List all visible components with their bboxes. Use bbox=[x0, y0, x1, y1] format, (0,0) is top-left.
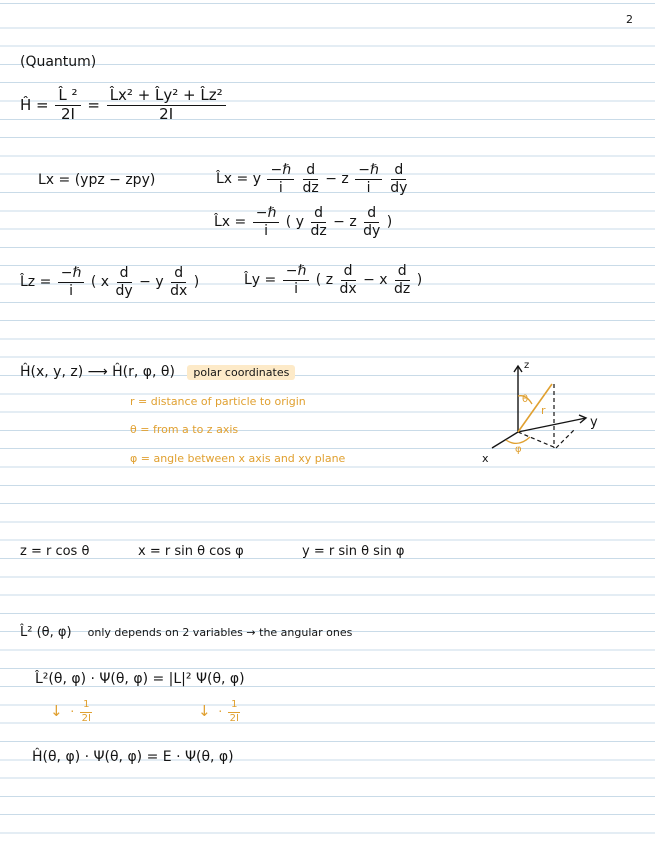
ly-const bbox=[283, 264, 310, 296]
lx2-d2-num: d bbox=[364, 206, 379, 223]
divide-note-2-num: 1 bbox=[228, 700, 240, 713]
lx2-deriv-1 bbox=[310, 206, 326, 238]
ly-c-den: i bbox=[294, 280, 298, 297]
down-arrow-icon: ↓ bbox=[50, 701, 63, 720]
lx1-c1-num: −ℏ bbox=[267, 163, 294, 180]
definition-r: r = distance of particle to origin bbox=[130, 395, 306, 408]
eigenvalue-equation: L̂²(θ, φ) · Ψ(θ, φ) = |L|² Ψ(θ, φ) bbox=[35, 671, 245, 687]
ly-close: ) bbox=[416, 272, 423, 289]
definition-theta: θ = from a to z axis bbox=[130, 423, 239, 436]
ly-operator bbox=[244, 264, 422, 296]
divide-note-2-den: 2I bbox=[229, 712, 239, 724]
lx1-d2-num: d bbox=[391, 163, 406, 180]
divide-note-2-dot: · bbox=[218, 704, 223, 719]
frac2-den: 2I bbox=[159, 104, 174, 123]
conversion-y: y = r sin θ sin φ bbox=[302, 544, 405, 559]
lz-d1-den: dy bbox=[115, 282, 133, 299]
ly-open: ( z bbox=[315, 272, 334, 289]
lx2-d1-num: d bbox=[311, 206, 326, 223]
ly-d1-num: d bbox=[341, 264, 356, 281]
conversion-z: z = r cos θ bbox=[20, 544, 90, 559]
lz-d1-num: d bbox=[117, 266, 132, 283]
spherical-coordinates-diagram bbox=[478, 356, 623, 466]
lx-operator-1 bbox=[216, 163, 409, 195]
lx1-const-2 bbox=[355, 163, 382, 195]
ly-d2-den: dz bbox=[394, 280, 411, 297]
lx1-d1-den: dz bbox=[302, 179, 319, 196]
lx2-d2-den: dy bbox=[363, 222, 381, 239]
coordinate-change-text: Ĥ(x, y, z) ⟶ Ĥ(r, φ, θ) bbox=[20, 364, 175, 380]
phi-label: φ bbox=[515, 444, 522, 455]
xy-projection bbox=[518, 432, 556, 448]
lx2-const bbox=[253, 206, 280, 238]
down-arrow-icon: ↓ bbox=[198, 701, 211, 720]
lz-d2-den: dx bbox=[170, 282, 188, 299]
divide-note-1 bbox=[50, 700, 94, 724]
schrodinger-equation: Ĥ(θ, φ) · Ψ(θ, φ) = E · Ψ(θ, φ) bbox=[32, 749, 234, 765]
lx2-deriv-2 bbox=[363, 206, 380, 238]
theta-label: θ bbox=[522, 394, 529, 405]
lx-classical: Lx = (ypz − zpy) bbox=[38, 172, 156, 188]
hamiltonian-eq: = bbox=[87, 95, 100, 114]
y-axis bbox=[518, 418, 586, 432]
divide-note-2 bbox=[198, 700, 242, 724]
lx2-mid: − z bbox=[333, 214, 357, 231]
divide-note-1-num: 1 bbox=[80, 700, 92, 713]
lx2-c-den: i bbox=[264, 222, 268, 239]
coordinate-change bbox=[20, 365, 295, 379]
lx1-c2-num: −ℏ bbox=[355, 163, 382, 180]
angular-note bbox=[20, 626, 352, 639]
projection-edge bbox=[556, 430, 574, 448]
lz-d2-num: d bbox=[171, 266, 186, 283]
lx2-close: ) bbox=[386, 214, 393, 231]
ly-pre: L̂y = bbox=[244, 272, 277, 289]
angular-note-text: only depends on 2 variables → the angular ones bbox=[87, 626, 353, 639]
lx1-mid: − z bbox=[325, 171, 349, 188]
lz-mid: − y bbox=[139, 274, 164, 291]
angular-note-lhs: L̂² (θ, φ) bbox=[20, 625, 72, 640]
r-vector bbox=[518, 384, 552, 432]
hamiltonian-equation bbox=[20, 88, 228, 123]
lz-deriv-1 bbox=[116, 266, 133, 298]
lz-const bbox=[58, 266, 85, 298]
ly-d1-den: dx bbox=[339, 280, 357, 297]
frac2-num: L̂x² + L̂y² + L̂z² bbox=[107, 88, 226, 106]
ly-c-num: −ℏ bbox=[283, 264, 310, 281]
lz-close: ) bbox=[193, 274, 200, 291]
z-label: z bbox=[524, 360, 530, 371]
lx1-const-1 bbox=[267, 163, 294, 195]
frac1-num: L̂ ² bbox=[55, 88, 80, 106]
lx1-c1-den: i bbox=[278, 179, 283, 196]
frac1-den: 2I bbox=[60, 104, 75, 123]
r-label: r bbox=[541, 404, 546, 417]
lx1-deriv-1 bbox=[303, 163, 319, 195]
ly-deriv-2 bbox=[394, 264, 410, 296]
ly-deriv-1 bbox=[340, 264, 357, 296]
hamiltonian-frac-1 bbox=[55, 88, 80, 123]
lx1-deriv-2 bbox=[390, 163, 407, 195]
lx1-c2-den: i bbox=[366, 179, 371, 196]
lx2-d1-den: dz bbox=[310, 222, 327, 239]
section-title: (Quantum) bbox=[20, 54, 97, 70]
divide-note-1-frac bbox=[80, 700, 92, 724]
ly-mid: − x bbox=[363, 272, 388, 289]
conversion-x: x = r sin θ cos φ bbox=[138, 544, 244, 559]
lx1-d2-den: dy bbox=[390, 179, 408, 196]
divide-note-1-den: 2I bbox=[81, 712, 91, 724]
divide-note-2-frac bbox=[228, 700, 240, 724]
x-label: x bbox=[482, 452, 489, 465]
divide-note-1-dot: · bbox=[70, 704, 75, 719]
lz-deriv-2 bbox=[170, 266, 187, 298]
lx2-pre: L̂x = bbox=[214, 214, 247, 231]
lz-c-den: i bbox=[69, 282, 74, 299]
definition-phi: φ = angle between x axis and xy plane bbox=[130, 452, 346, 465]
hamiltonian-frac-2 bbox=[107, 88, 226, 123]
y-label: y bbox=[590, 415, 598, 430]
page-number: 2 bbox=[626, 13, 633, 26]
lx2-c-num: −ℏ bbox=[253, 206, 280, 223]
lz-operator bbox=[20, 266, 199, 298]
lz-pre: L̂z = bbox=[20, 274, 52, 291]
lz-c-num: −ℏ bbox=[58, 266, 85, 283]
lx1-pre: L̂x = y bbox=[216, 171, 262, 188]
polar-coordinates-highlight: polar coordinates bbox=[187, 365, 295, 380]
lx-operator-2 bbox=[214, 206, 392, 238]
lx2-open: ( y bbox=[285, 214, 304, 231]
lz-open: ( x bbox=[90, 274, 110, 291]
ly-d2-num: d bbox=[395, 264, 410, 281]
hamiltonian-lhs: Ĥ = bbox=[20, 95, 49, 114]
lx1-d1-num: d bbox=[303, 163, 318, 180]
